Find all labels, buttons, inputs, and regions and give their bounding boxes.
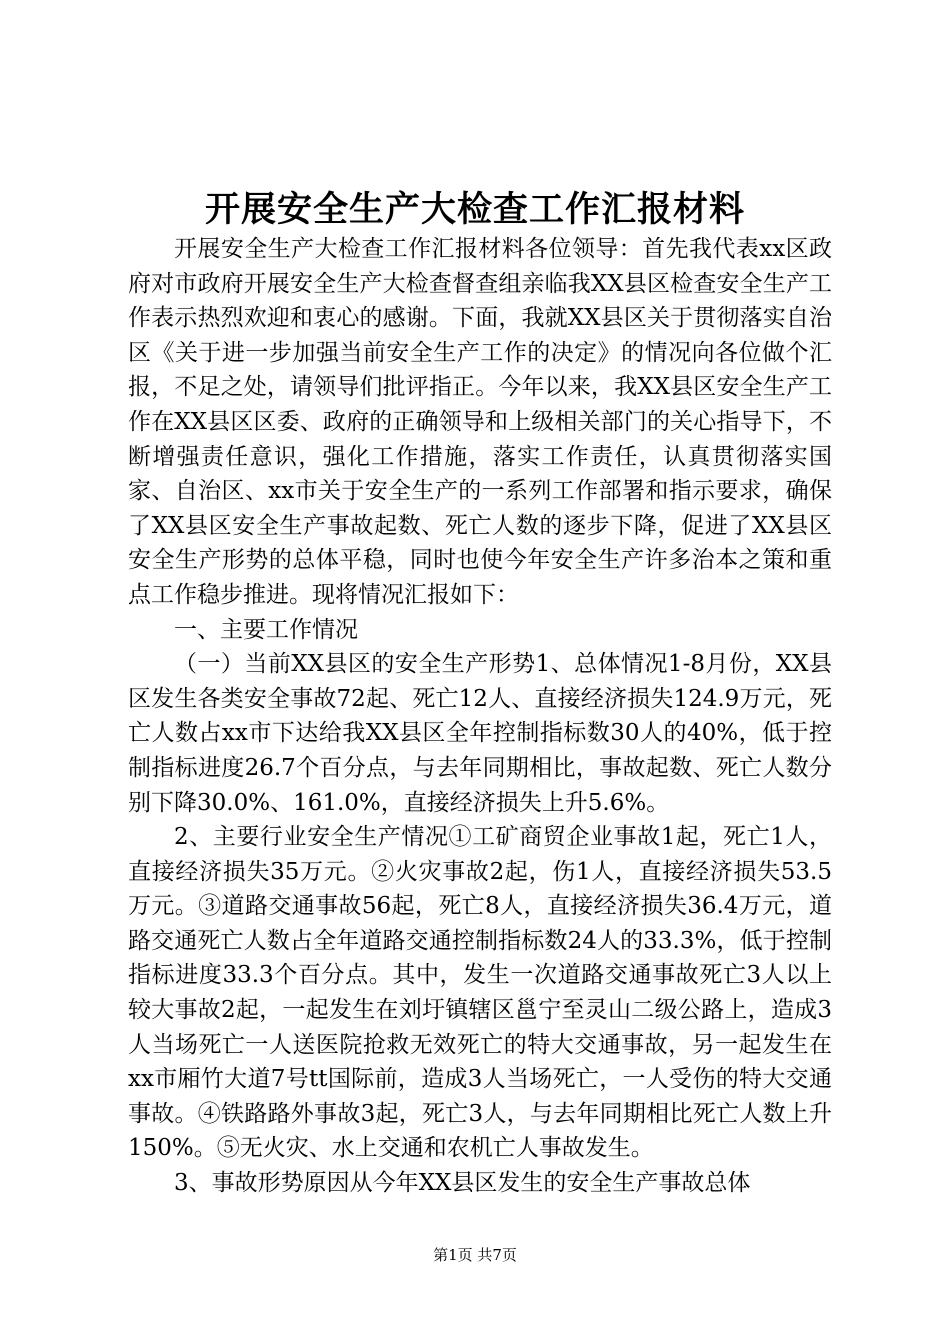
paragraph-industry-situation: 2、主要行业安全生产情况①工矿商贸企业事故1起，死亡1人，直接经济损失35万元。②火灾事故2起，伤1人，直接经济损失53.5万元。③道路交通事故56起，死亡8人，直接经济损失36.4万元，道路交通死亡人数占全年道路交通控制指标数24人的33.3%，低于控制指标进度33.3个百分点。其中，发生一次道路交通事故死亡3人以上较大事故2起，一起发生在刘圩镇辖区邕宁至灵山二级公路上，造成3人当场死亡一人送医院抢救无效死亡的特大交通事故，另一起发生在xx市厢竹大道7号tt国际前，造成3人当场死亡，一人受伤的特大交通事故。④铁路路外事故3起，死亡3人，与去年同期相比死亡人数上升150%。⑤无火灾、水上交通和农机亡人事故发生。 bbox=[128, 824, 832, 1162]
paragraph-overall-situation: （一）当前XX县区的安全生产形势1、总体情况1-8月份，XX县区发生各类安全事故72起、死亡12人、直接经济损失124.9万元，死亡人数占xx市下达给我XX县区全年控制指标数30人的40%，低于控制指标进度26.7个百分点，与去年同期相比，事故起数、死亡人数分别下降30.0%、161.0%，直接经济损失上升5.6%。 bbox=[128, 651, 832, 816]
paragraph-accident-causes: 3、事故形势原因从今年XX县区发生的安全生产事故总体 bbox=[174, 1170, 751, 1197]
paragraph-intro: 开展安全生产大检查工作汇报材料各位领导：首先我代表xx区政府对市政府开展安全生产大检查督查组亲临我XX县区检查安全生产工作表示热烈欢迎和衷心的感谢。下面，我就XX县区关于贯彻落实自治区《关于进一步加强当前安全生产工作的决定》的情况向各位做个汇报，不足之处，请领导们批评指正。今年以来，我XX县区安全生产工作在XX县区区委、政府的正确领导和上级相关部门的关心指导下，不断增强责任意识，强化工作措施，落实工作责任，认真贯彻落实国家、自治区、xx市关于安全生产的一系列工作部署和指示要求，确保了XX县区安全生产事故起数、死亡人数的逐步下降，促进了XX县区安全生产形势的总体平稳，同时也使今年安全生产许多治本之策和重点工作稳步推进。现将情况汇报如下： bbox=[128, 236, 832, 608]
page-number: 第1页 共7页 bbox=[433, 1246, 517, 1264]
section-heading: 一、主要工作情况 bbox=[174, 616, 358, 643]
document-title: 开展安全生产大检查工作汇报材料 bbox=[204, 190, 745, 230]
document-body bbox=[128, 232, 832, 1201]
